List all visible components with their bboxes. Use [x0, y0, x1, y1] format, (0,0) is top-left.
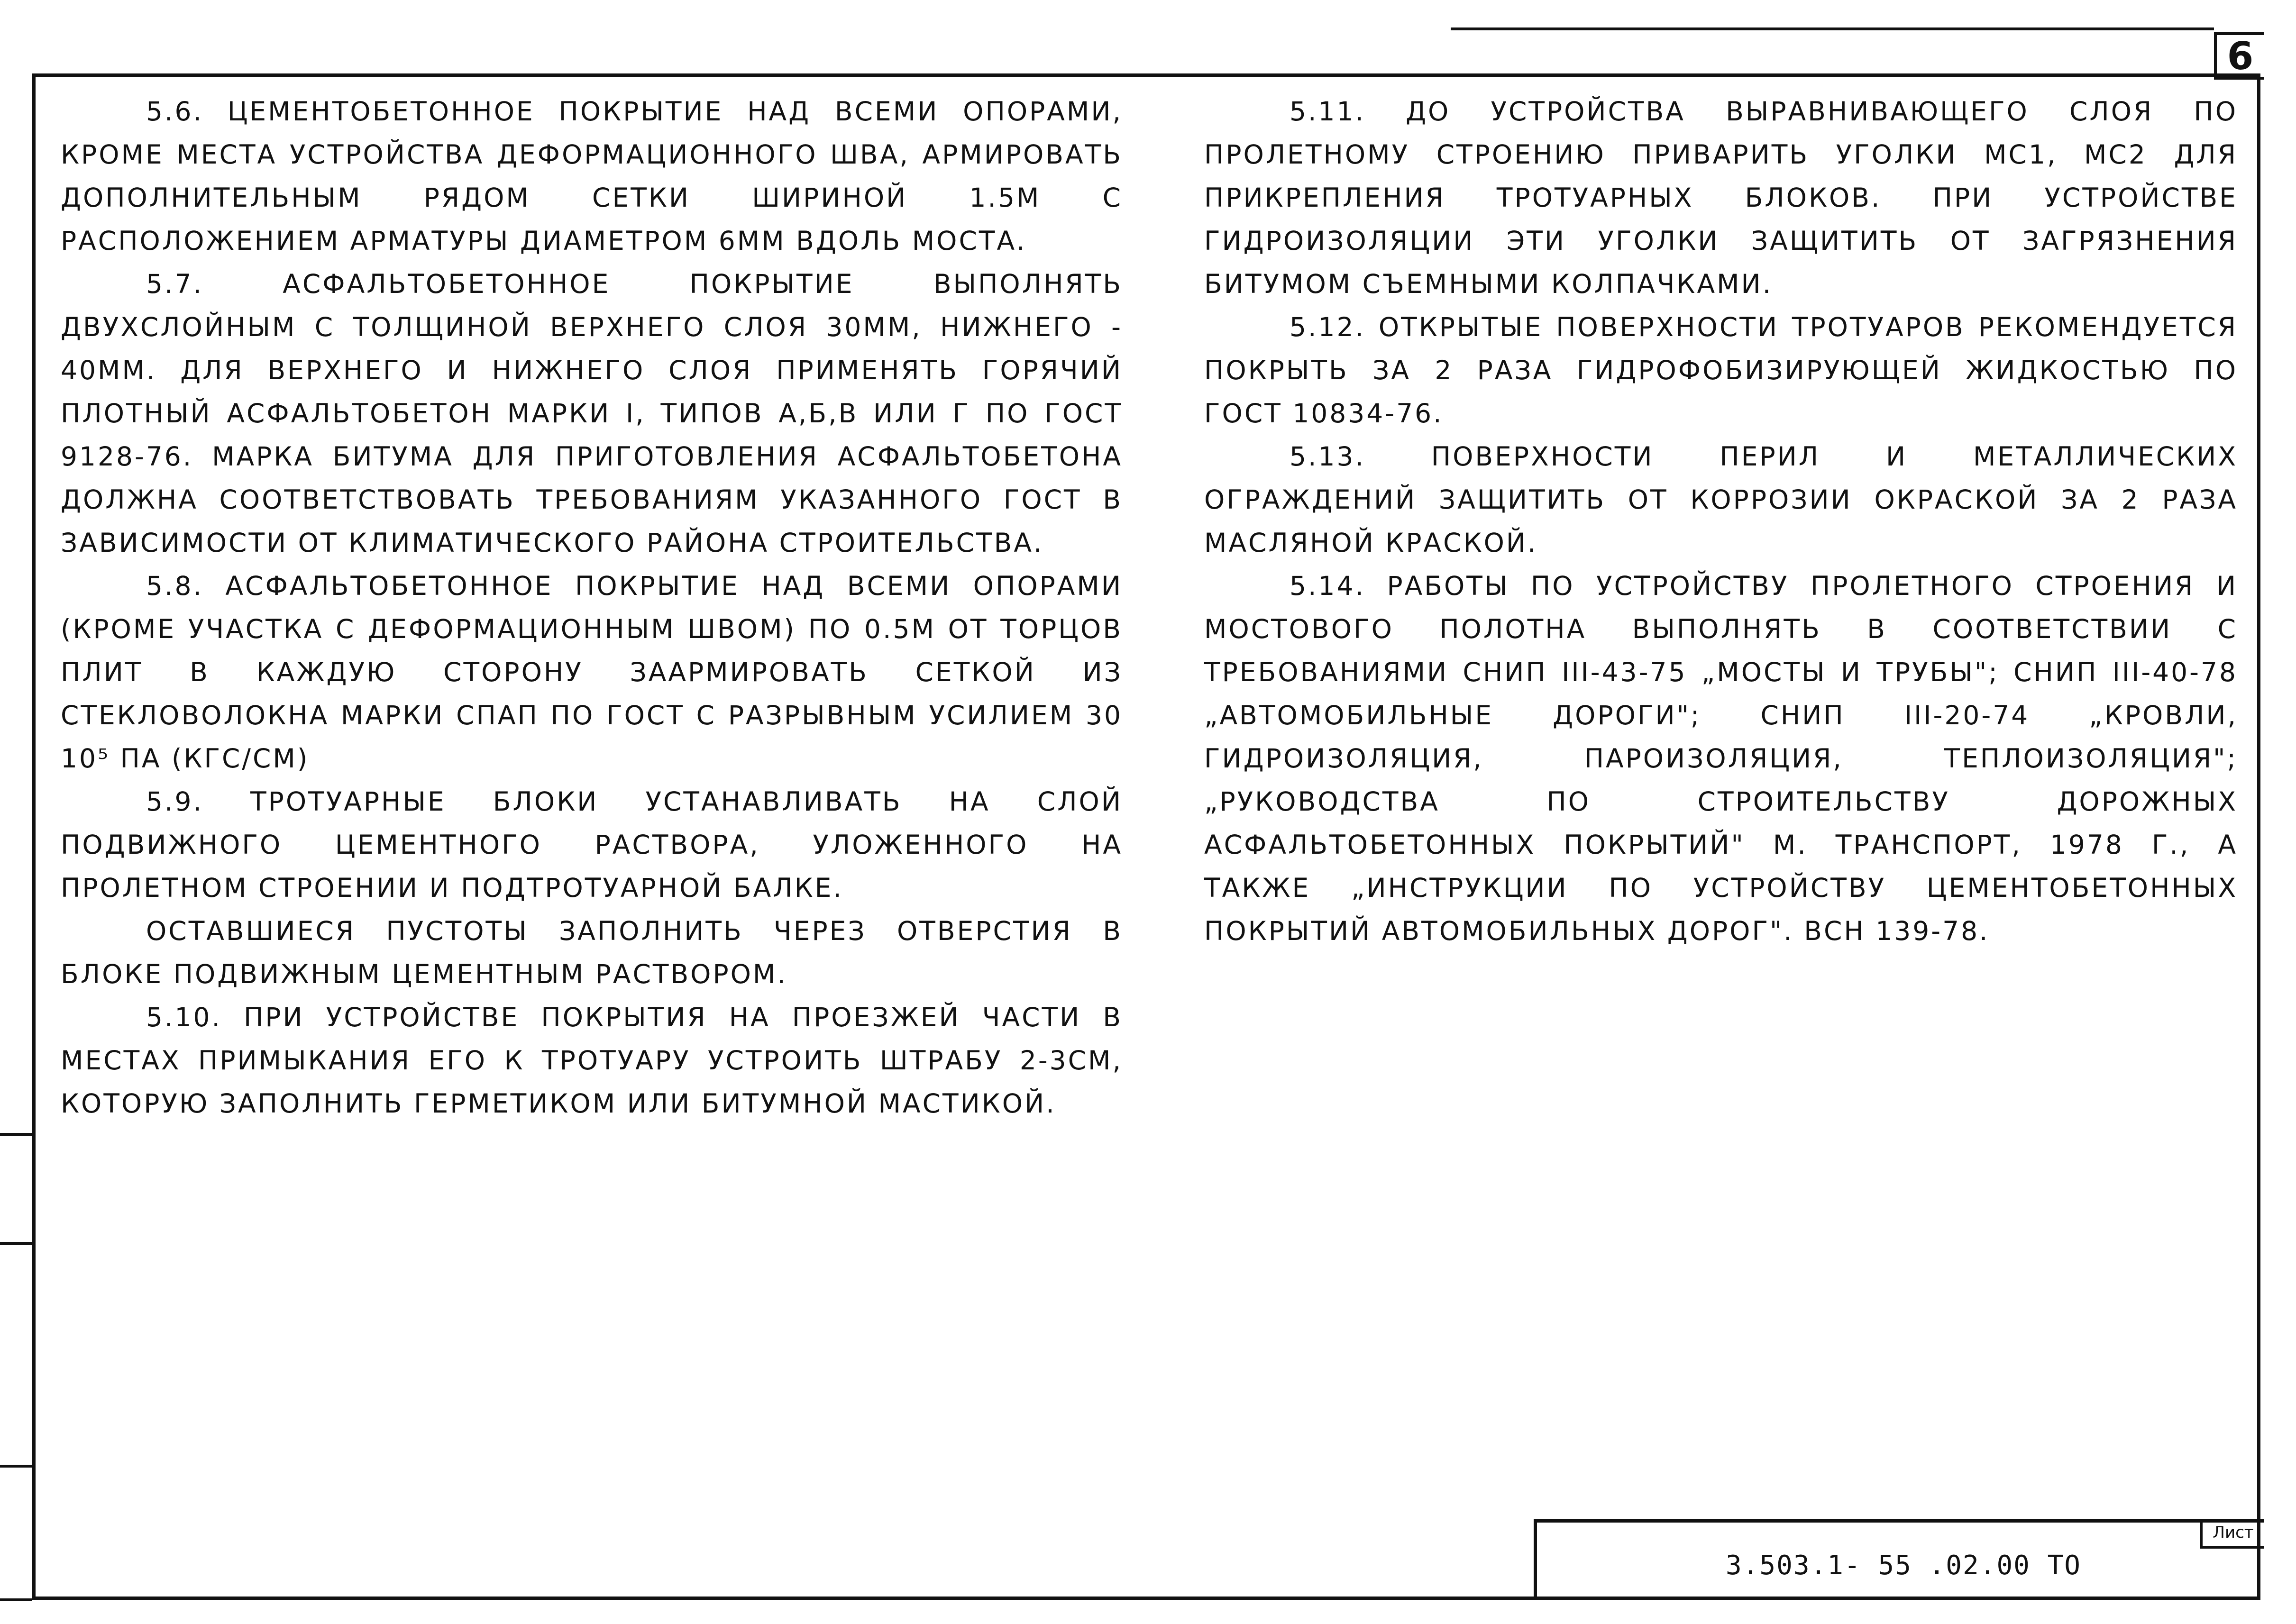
paragraph-5-7: 5.7. АСФАЛЬТОБЕТОННОЕ ПОКРЫТИЕ ВЫПОЛНЯТЬ ДВУХСЛОЙНЫМ С ТОЛЩИНОЙ ВЕРХНЕГО СЛОЯ 30ММ, НИЖНЕГО - 40ММ. ДЛЯ ВЕРХНЕГО И НИЖНЕГО СЛОЯ ПРИМЕНЯТЬ ГОРЯЧИЙ ПЛОТНЫЙ АСФАЛЬТОБЕТОН МАРКИ I, ТИПОВ А,Б,В ИЛИ Г ПО ГОСТ 9128-76. МАРКА БИТУМА ДЛЯ ПРИГОТОВЛЕНИЯ АСФАЛЬТОБЕТОНА ДОЛЖНА СООТВЕТСТВОВАТЬ ТРЕБОВАНИЯМ УКАЗАННОГО ГОСТ В ЗАВИСИМОСТИ ОТ КЛИМАТИЧЕСКОГО РАЙОНА СТРОИТЕЛЬСТВА.	[61, 269, 1123, 558]
paragraph-5-11: 5.11. ДО УСТРОЙСТВА ВЫРАВНИВАЮЩЕГО СЛОЯ ПО ПРОЛЕТНОМУ СТРОЕНИЮ ПРИВАРИТЬ УГОЛКИ МС1, МС2 ДЛЯ ПРИКРЕПЛЕНИЯ ТРОТУАРНЫХ БЛОКОВ. ПРИ УСТРОЙСТВЕ ГИДРОИЗОЛЯЦИИ ЭТИ УГОЛКИ ЗАЩИТИТЬ ОТ ЗАГРЯЗНЕНИЯ БИТУМОМ СЪЕМНЫМИ КОЛПАЧКАМИ.	[1204, 96, 2238, 299]
paragraph-5-9: 5.9. ТРОТУАРНЫЕ БЛОКИ УСТАНАВЛИВАТЬ НА СЛОЙ ПОДВИЖНОГО ЦЕМЕНТНОГО РАСТВОРА, УЛОЖЕННОГО НА ПРОЛЕТНОМ СТРОЕНИИ И ПОДТРОТУАРНОЙ БАЛКЕ.	[61, 786, 1123, 903]
paragraph-5-12: 5.12. ОТКРЫТЫЕ ПОВЕРХНОСТИ ТРОТУАРОВ РЕКОМЕНДУЕТСЯ ПОКРЫТЬ ЗА 2 РАЗА ГИДРОФОБИЗИРУЮЩЕЙ ЖИДКОСТЬЮ ПО ГОСТ 10834-76.	[1204, 312, 2238, 429]
page-number: 6	[2214, 32, 2264, 80]
paragraph-5-13: 5.13. ПОВЕРХНОСТИ ПЕРИЛ И МЕТАЛЛИЧЕСКИХ ОГРАЖДЕНИЙ ЗАЩИТИТЬ ОТ КОРРОЗИИ ОКРАСКОЙ ЗА 2 РАЗА МАСЛЯНОЙ КРАСКОЙ.	[1204, 441, 2238, 558]
right-text-column	[1204, 90, 2238, 953]
top-border-rule	[1451, 27, 2214, 30]
binding-mark	[0, 1133, 32, 1136]
paragraph-5-9-continued: ОСТАВШИЕСЯ ПУСТОТЫ ЗАПОЛНИТЬ ЧЕРЕЗ ОТВЕРСТИЯ В БЛОКЕ ПОДВИЖНЫМ ЦЕМЕНТНЫМ РАСТВОРОМ.	[61, 916, 1123, 989]
binding-mark	[0, 1598, 32, 1601]
document-designation: 3.503.1- 55 .02.00 ТО	[1726, 1550, 2082, 1581]
binding-mark	[0, 1465, 32, 1468]
binding-mark	[0, 1242, 32, 1245]
left-text-column	[61, 90, 1123, 1125]
sheet-label: Лист	[2200, 1519, 2264, 1549]
paragraph-5-10: 5.10. ПРИ УСТРОЙСТВЕ ПОКРЫТИЯ НА ПРОЕЗЖЕЙ ЧАСТИ В МЕСТАХ ПРИМЫКАНИЯ ЕГО К ТРОТУАРУ УСТРОИТЬ ШТРАБУ 2-3СМ, КОТОРУЮ ЗАПОЛНИТЬ ГЕРМЕТИКОМ ИЛИ БИТУМНОЙ МАСТИКОЙ.	[61, 1002, 1123, 1119]
paragraph-5-8: 5.8. АСФАЛЬТОБЕТОННОЕ ПОКРЫТИЕ НАД ВСЕМИ ОПОРАМИ (КРОМЕ УЧАСТКА С ДЕФОРМАЦИОННЫМ ШВОМ) ПО 0.5М ОТ ТОРЦОВ ПЛИТ В КАЖДУЮ СТОРОНУ ЗААРМИРОВАТЬ СЕТКОЙ ИЗ СТЕКЛОВОЛОКНА МАРКИ СПАП ПО ГОСТ С РАЗРЫВНЫМ УСИЛИЕМ 30 10⁵ ПА (КГС/СМ)	[61, 571, 1123, 774]
paragraph-5-6: 5.6. ЦЕМЕНТОБЕТОННОЕ ПОКРЫТИЕ НАД ВСЕМИ ОПОРАМИ, КРОМЕ МЕСТА УСТРОЙСТВА ДЕФОРМАЦИОННОГО ШВА, АРМИРОВАТЬ ДОПОЛНИТЕЛЬНЫМ РЯДОМ СЕТКИ ШИРИНОЙ 1.5М С РАСПОЛОЖЕНИЕМ АРМАТУРЫ ДИАМЕТРОМ 6ММ ВДОЛЬ МОСТА.	[61, 96, 1123, 256]
paragraph-5-14: 5.14. РАБОТЫ ПО УСТРОЙСТВУ ПРОЛЕТНОГО СТРОЕНИЯ И МОСТОВОГО ПОЛОТНА ВЫПОЛНЯТЬ В СООТВЕТСТВИИ С ТРЕБОВАНИЯМИ СНИП III-43-75 „МОСТЫ И ТРУБЫ"; СНИП III-40-78 „АВТОМОБИЛЬНЫЕ ДОРОГИ"; СНИП III-20-74 „КРОВЛИ, ГИДРОИЗОЛЯЦИЯ, ПАРОИЗОЛЯЦИЯ, ТЕПЛОИЗОЛЯЦИЯ"; „РУКОВОДСТВА ПО СТРОИТЕЛЬСТВУ ДОРОЖНЫХ АСФАЛЬТОБЕТОННЫХ ПОКРЫТИЙ" М. ТРАНСПОРТ, 1978 Г., А ТАКЖЕ „ИНСТРУКЦИИ ПО УСТРОЙСТВУ ЦЕМЕНТОБЕТОННЫХ ПОКРЫТИЙ АВТОМОБИЛЬНЫХ ДОРОГ". ВСН 139-78.	[1204, 571, 2238, 946]
